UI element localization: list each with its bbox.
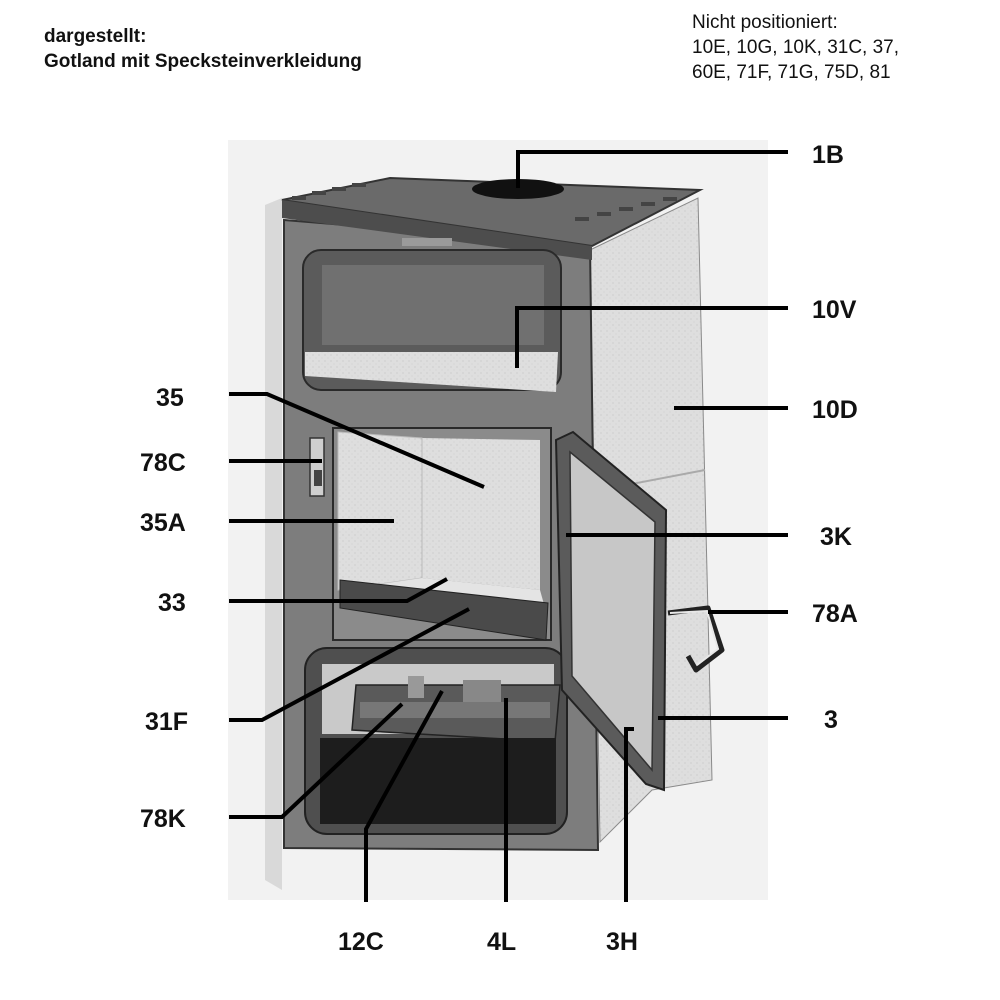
label-3: 3: [824, 706, 838, 734]
upper-compartment-back: [322, 265, 544, 345]
label-10V: 10V: [812, 296, 857, 324]
label-78C: 78C: [140, 449, 186, 477]
caption-line-2: Gotland mit Specksteinverkleidung: [44, 51, 362, 72]
label-78A: 78A: [812, 600, 858, 628]
maker-badge: [402, 238, 452, 246]
storage-floor: [320, 738, 556, 824]
label-3H: 3H: [606, 928, 638, 956]
firebox-rear-brick: [422, 438, 540, 590]
label-35: 35: [156, 384, 184, 412]
note-line-2: 10E, 10G, 10K, 31C, 37,: [692, 37, 900, 58]
air-control-slider: [310, 438, 324, 496]
label-12C: 12C: [338, 928, 384, 956]
note-line-1: Nicht positioniert:: [692, 12, 838, 33]
label-10D: 10D: [812, 396, 858, 424]
label-4L: 4L: [487, 928, 517, 956]
label-3K: 3K: [820, 523, 852, 551]
label-31F: 31F: [145, 708, 189, 736]
caption-line-1: dargestellt:: [44, 26, 147, 47]
air-control-knob: [314, 470, 322, 486]
note-line-3: 60E, 71F, 71G, 75D, 81: [692, 62, 891, 83]
label-33: 33: [158, 589, 186, 617]
cladding-back-edge: [265, 198, 282, 890]
ash-pan-slot-left: [408, 676, 424, 698]
label-35A: 35A: [140, 509, 186, 537]
label-78K: 78K: [140, 805, 186, 833]
label-1B: 1B: [812, 141, 844, 169]
